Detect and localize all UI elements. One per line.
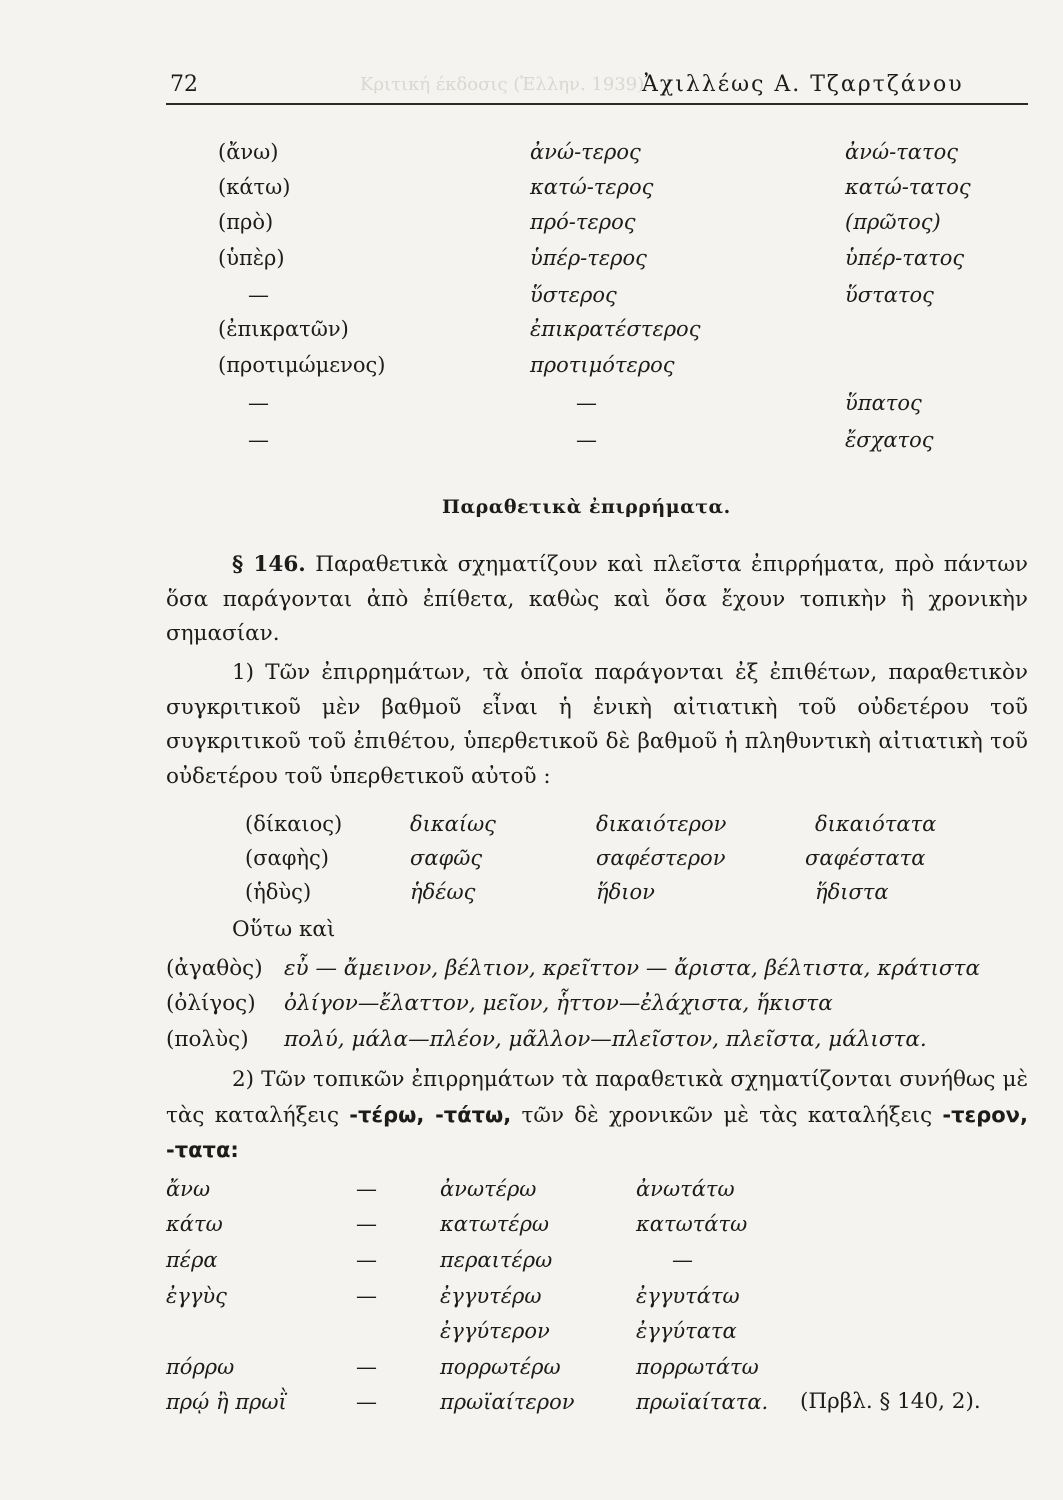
table1-base: (ἄνω): [218, 140, 279, 164]
irregular-forms-line: πολύ, μάλα—πλέον, μᾶλλον—πλεῖστον, πλεῖστα, μάλιστα.: [284, 1027, 927, 1052]
page-number: 72: [170, 72, 198, 97]
table3-base: κάτω: [166, 1212, 223, 1236]
table3-sup: κατωτάτω: [636, 1212, 748, 1236]
table1-comp: πρό-τερος: [530, 210, 636, 234]
intro-text: Παραθετικὰ σχηματίζουν καὶ πλεῖστα ἐπιρρήματα, πρὸ πάντων ὅσα παράγονται ἀπὸ ἐπίθετα, καθὼς καὶ ὅσα ἔχουν τοπικὴν ἢ χρονικὴν σημασίαν.: [166, 552, 1029, 646]
table3-sup: ἀνωτάτω: [636, 1177, 735, 1201]
irregular-forms-line: εὖ — ἄμεινον, βέλτιον, κρεῖττον — ἄριστα, βέλτιστα, κράτιστα: [284, 956, 980, 981]
paragraph-2-text-a: 2) Τῶν τοπικῶν ἐπιρρημάτων τὰ παραθετικὰ σχηματίζονται συνήθως μὲ τὰς καταλήξεις: [166, 1067, 1028, 1128]
table1-comp-dash: —: [576, 428, 597, 452]
also-label: Οὕτω καὶ: [232, 917, 336, 942]
paragraph-1: [166, 656, 1028, 794]
bleed-through-text: Κριτική έκδοσις (Ἑλλην. 1939): [360, 74, 645, 95]
table3-comp: πορρωτέρω: [440, 1355, 561, 1379]
header-rule: [166, 103, 1028, 105]
table1-base-dash: —: [248, 391, 269, 415]
irregular-adj: (ὀλίγος): [166, 991, 256, 1016]
table2-sup: σαφέστατα: [805, 846, 926, 870]
table1-base: (πρὸ): [218, 210, 274, 234]
table1-base: (κάτω): [218, 175, 291, 199]
table1-comp: ὕστερος: [530, 283, 617, 307]
table2-adj: (δίκαιος): [245, 812, 343, 836]
table1-sup: ὕπατος: [845, 391, 922, 415]
table2-adv: σαφῶς: [410, 846, 483, 870]
table3-dash: —: [356, 1212, 377, 1236]
cross-reference: (Πρβλ. § 140, 2).: [800, 1389, 981, 1414]
table2-sup: ἥδιστα: [815, 880, 889, 904]
table2-comp: σαφέστερον: [596, 846, 726, 870]
table2-adj: (ἡδὺς): [245, 880, 312, 904]
table3-comp: περαιτέρω: [440, 1248, 553, 1272]
table3-base: ἄνω: [166, 1177, 211, 1201]
table3-dash: —: [356, 1177, 377, 1201]
paragraph-2-text-b: τῶν δὲ χρονικῶν μὲ τὰς καταλήξεις: [521, 1102, 933, 1128]
table3-sup: πορρωτάτω: [636, 1355, 759, 1379]
table3-sup: πρωϊαίτατα.: [636, 1390, 769, 1414]
table3-dash: —: [356, 1355, 377, 1379]
table2-adj: (σαφὴς): [245, 846, 329, 870]
table3-sup-dash: —: [672, 1248, 693, 1272]
table1-sup: κατώ-τατος: [845, 175, 971, 199]
temporal-endings: -τερον, -τατα:: [166, 1102, 1028, 1162]
table1-base: (ἐπικρατῶν): [218, 317, 349, 341]
table1-comp: ἐπικρατέστερος: [530, 317, 701, 341]
table1-sup: (πρῶτος): [845, 210, 941, 234]
table2-comp: ἥδιον: [596, 880, 655, 904]
table1-sup: ἔσχατος: [845, 428, 934, 452]
table3-base: ἐγγὺς: [166, 1284, 227, 1308]
section-146-intro: [166, 548, 1028, 652]
table1-sup: ἀνώ-τατος: [845, 140, 958, 164]
table1-sup: ὕστατος: [845, 283, 934, 307]
section-number: § 146.: [232, 552, 306, 577]
table1-sup: ὑπέρ-τατος: [845, 246, 965, 270]
table3-dash: —: [356, 1248, 377, 1272]
paragraph-2: [166, 1063, 1028, 1169]
table1-base-dash: —: [248, 428, 269, 452]
table2-sup: δικαιότατα: [815, 812, 937, 836]
irregular-adj: (πολὺς): [166, 1027, 249, 1052]
section-heading: Παραθετικὰ ἐπιρρήματα.: [442, 496, 731, 518]
table2-adv: δικαίως: [410, 812, 496, 836]
table1-comp-dash: —: [576, 391, 597, 415]
table3-base: πόρρω: [166, 1355, 235, 1379]
table3-comp: ἐγγυτέρω: [440, 1284, 542, 1308]
table2-comp: δικαιότερον: [596, 812, 727, 836]
table3-dash: —: [356, 1284, 377, 1308]
paragraph-1-text: 1) Τῶν ἐπιρρημάτων, τὰ ὁποῖα παράγονται ἐξ ἐπιθέτων, παραθετικὸν συγκριτικοῦ μὲν βαθμοῦ εἶναι ἡ ἑνικὴ αἰτιατικὴ τοῦ οὐδετέρου τοῦ συγκριτικοῦ τοῦ ἐπιθέτου, ὑπερθετικοῦ δὲ βαθμοῦ ἡ πληθυντικὴ αἰτιατικὴ τοῦ οὐδετέρου τοῦ ὑπερθετικοῦ αὐτοῦ :: [166, 660, 1028, 789]
table1-comp: ὑπέρ-τερος: [530, 246, 647, 270]
table3-comp: κατωτέρω: [440, 1212, 550, 1236]
table3-base: πρῴ ἢ πρωῒ: [166, 1390, 287, 1414]
table3-sup: ἐγγυτάτω: [636, 1284, 740, 1308]
table3-comp: πρωϊαίτερον: [440, 1390, 575, 1414]
table3-sup: ἐγγύτατα: [636, 1319, 737, 1343]
table3-comp: ἀνωτέρω: [440, 1177, 537, 1201]
running-head-author: Ἀχιλλέως Α. Τζαρτζάνου: [642, 72, 964, 97]
table1-base: (προτιμώμενος): [218, 353, 386, 377]
irregular-adj: (ἀγαθὸς): [166, 956, 263, 981]
irregular-forms-line: ὀλίγον—ἔλαττον, μεῖον, ἧττον—ἐλάχιστα, ἥκιστα: [284, 991, 833, 1016]
table3-dash: —: [356, 1390, 377, 1414]
table3-comp: ἐγγύτερον: [440, 1319, 550, 1343]
table1-base: (ὑπὲρ): [218, 246, 285, 270]
local-endings: -τέρω, -τάτω,: [349, 1102, 512, 1127]
table1-comp: ἀνώ-τερος: [530, 140, 641, 164]
table3-base: πέρα: [166, 1248, 218, 1272]
table1-comp: κατώ-τερος: [530, 175, 654, 199]
table2-adv: ἡδέως: [410, 880, 476, 904]
table1-comp: προτιμότερος: [530, 353, 675, 377]
table1-base-dash: —: [248, 283, 269, 307]
